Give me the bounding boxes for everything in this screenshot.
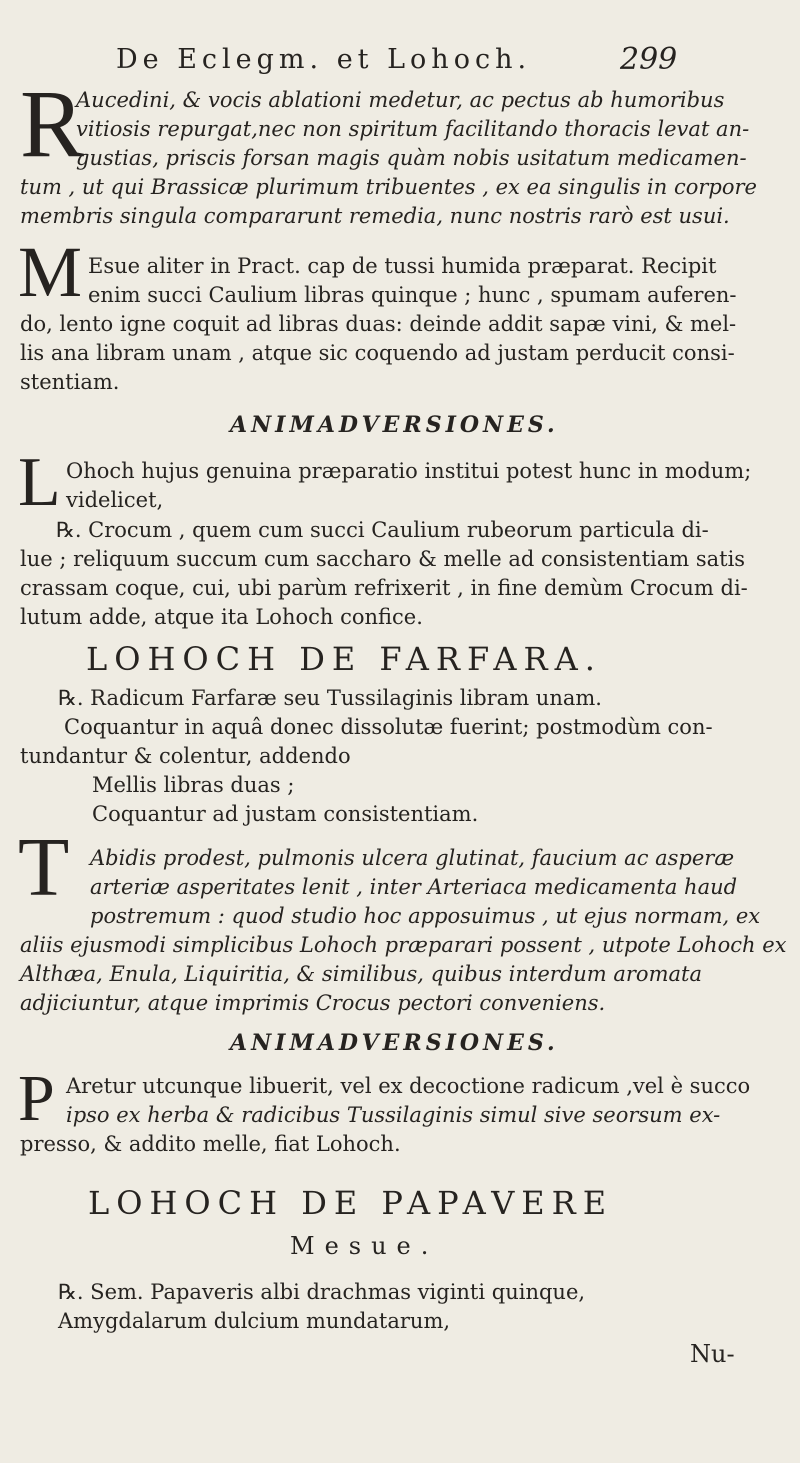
text-line: aliis ejusmodi simplicibus Lohoch præparari possent , utpote Lohoch ex [20,933,787,957]
text-line: enim succi Caulium libras quinque ; hunc , spumam auferen- [88,283,737,307]
text-line: adjiciuntur, atque imprimis Crocus pectori conveniens. [20,991,606,1015]
text-line: arteriæ asperitates lenit , inter Arteriaca medicamenta haud [90,875,738,899]
text-line: Aucedini, & vocis ablationi medetur, ac pectus ab humoribus [76,88,725,112]
text-line: vitiosis repurgat,nec non spiritum facilitando thoracis levat an- [76,117,750,141]
text-line: tum , ut qui Brassicæ plurimum tribuentes , ex ea singulis in corpore [20,175,757,199]
section-subheading: ANIMADVERSIONES. [230,412,559,438]
text-line: stentiam. [20,370,120,394]
text-line: Ohoch hujus genuina præparatio institui potest hunc in modum; [66,459,752,483]
text-line: presso, & addito melle, fiat Lohoch. [20,1132,401,1156]
text-line: ipso ex herba & radicibus Tussilaginis simul sive seorsum ex- [66,1103,721,1127]
text-line: Aretur utcunque libuerit, vel ex decoctione radicum ,vel è succo [66,1074,751,1098]
text-line: gustias, priscis forsan magis quàm nobis usitatum medicamen- [76,146,747,170]
recipe-line: Coquantur in aquâ donec dissolutæ fuerint; postmodùm con- [64,715,713,739]
drop-cap-m: M [18,232,83,312]
text-line: membris singula compararunt remedia, nunc nostris rarò est usui. [20,204,730,228]
catchword: Nu- [690,1340,735,1368]
text-line: videlicet, [66,488,164,512]
drop-cap-t: T [18,821,70,914]
author-line: Mesue. [290,1232,439,1260]
recipe-line: tundantur & colentur, addendo [20,744,351,768]
recipe-line: Mellis libras duas ; [92,773,295,797]
text-line: postremum : quod studio hoc apposuimus , ut ejus normam, ex [90,904,761,928]
section-heading: LOHOCH DE FARFARA. [86,640,602,678]
recipe-line: ℞. Radicum Farfaræ seu Tussilaginis libram unam. [58,686,602,710]
text-line: ℞. Crocum , quem cum succi Caulium rubeorum particula di- [56,518,709,542]
text-line: Esue aliter in Pract. cap de tussi humida præparat. Recipit [88,254,717,278]
text-line: do, lento igne coquit ad libras duas: deinde addit sapæ vini, & mel- [20,312,737,336]
drop-cap-p: P [18,1062,55,1135]
text-line: crassam coque, cui, ubi parùm refrixerit , in fine demùm Crocum di- [20,576,748,600]
text-line: lis ana libram unam , atque sic coquendo ad justam perducit consi- [20,341,735,365]
text-line: lutum adde, atque ita Lohoch confice. [20,605,423,629]
text-line: Althæa, Enula, Liquiritia, & similibus, quibus interdum aromata [20,962,702,986]
running-head: De Eclegm. et Lohoch. [116,44,532,75]
recipe-line: Coquantur ad justam consistentiam. [92,802,479,826]
section-heading: LOHOCH DE PAPAVERE [88,1184,614,1222]
recipe-line: ℞. Sem. Papaveris albi drachmas viginti quinque, [58,1280,586,1304]
text-line: lue ; reliquum succum cum saccharo & melle ad consistentiam satis [20,547,746,571]
recipe-line: Amygdalarum dulcium mundatarum, [58,1309,451,1333]
section-subheading: ANIMADVERSIONES. [230,1030,559,1056]
text-line: Abidis prodest, pulmonis ulcera glutinat, faucium ac asperæ [90,846,735,870]
page-number: 299 [620,42,678,77]
drop-cap-l: L [18,444,61,521]
drop-cap-r: R [20,70,85,177]
